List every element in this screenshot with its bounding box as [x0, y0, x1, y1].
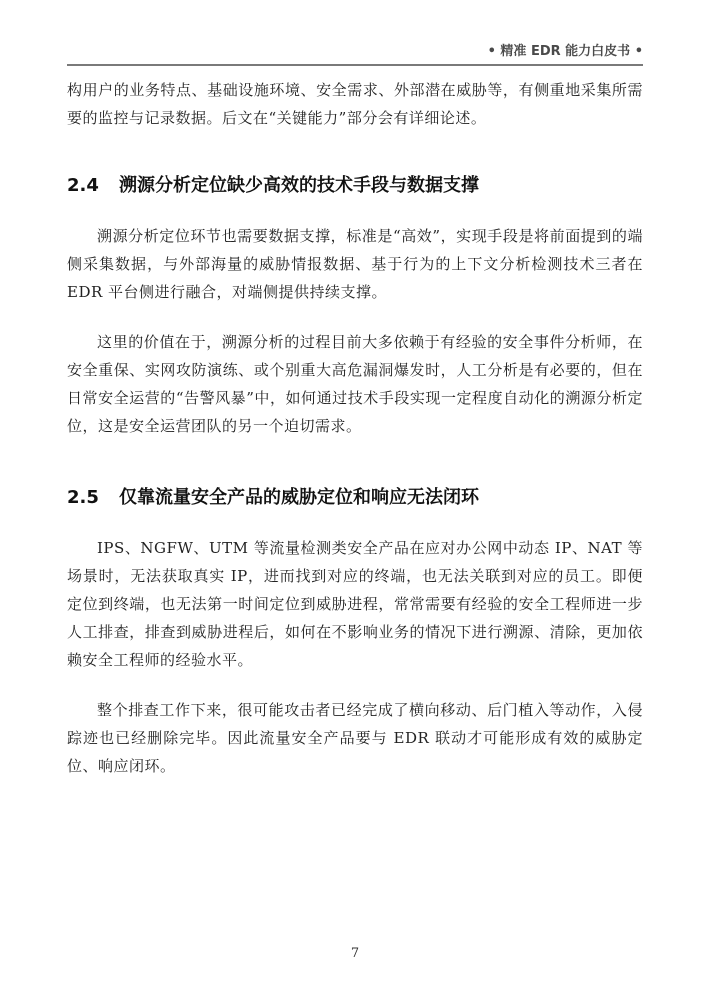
- page-body: [67, 76, 643, 780]
- body-paragraph: 整个排查工作下来，很可能攻击者已经完成了横向移动、后门植入等动作，入侵踪迹也已经删除完毕。因此流量安全产品要与 EDR 联动才可能形成有效的威胁定位、响应闭环。: [67, 701, 643, 775]
- body-paragraph: 溯源分析定位环节也需要数据支撑，标准是“高效”，实现手段是将前面提到的端侧采集数据，与外部海量的威胁情报数据、基于行为的上下文分析检测技术三者在 EDR 平台侧进行融合，对端侧提供持续支撑。: [67, 227, 643, 301]
- continuation-paragraph: 构用户的业务特点、基础设施环境、安全需求、外部潜在威胁等，有侧重地采集所需要的监控与记录数据。后文在“关键能力”部分会有详细论述。: [67, 81, 643, 127]
- body-paragraph: 这里的价值在于，溯源分析的过程目前大多依赖于有经验的安全事件分析师，在安全重保、实网攻防演练、或个别重大高危漏洞爆发时，人工分析是有必要的，但在日常安全运营的“告警风暴”中，如何通过技术手段实现一定程度自动化的溯源分析定位，这是安全运营团队的另一个迫切需求。: [67, 333, 643, 435]
- section-heading-2-4: [67, 172, 643, 200]
- section-number: 2.4: [67, 175, 99, 196]
- section-number: 2.5: [67, 487, 99, 508]
- running-header: • 精准 EDR 能力白皮书 •: [487, 44, 643, 59]
- header-divider: [67, 64, 643, 66]
- section-heading-2-5: [67, 484, 643, 512]
- section-title: 仅靠流量安全产品的威胁定位和响应无法闭环: [119, 487, 479, 508]
- body-paragraph: IPS、NGFW、UTM 等流量检测类安全产品在应对办公网中动态 IP、NAT 等场景时，无法获取真实 IP，进而找到对应的终端，也无法关联到对应的员工。即便定位到终端，也无法第一时间定位到威胁进程，常常需要有经验的安全工程师进一步人工排查，排查到威胁进程后，如何在不影响业务的情况下进行溯源、清除，更加依赖安全工程师的经验水平。: [67, 539, 643, 669]
- section-title: 溯源分析定位缺少高效的技术手段与数据支撑: [119, 175, 479, 196]
- page-number: 7: [350, 946, 360, 961]
